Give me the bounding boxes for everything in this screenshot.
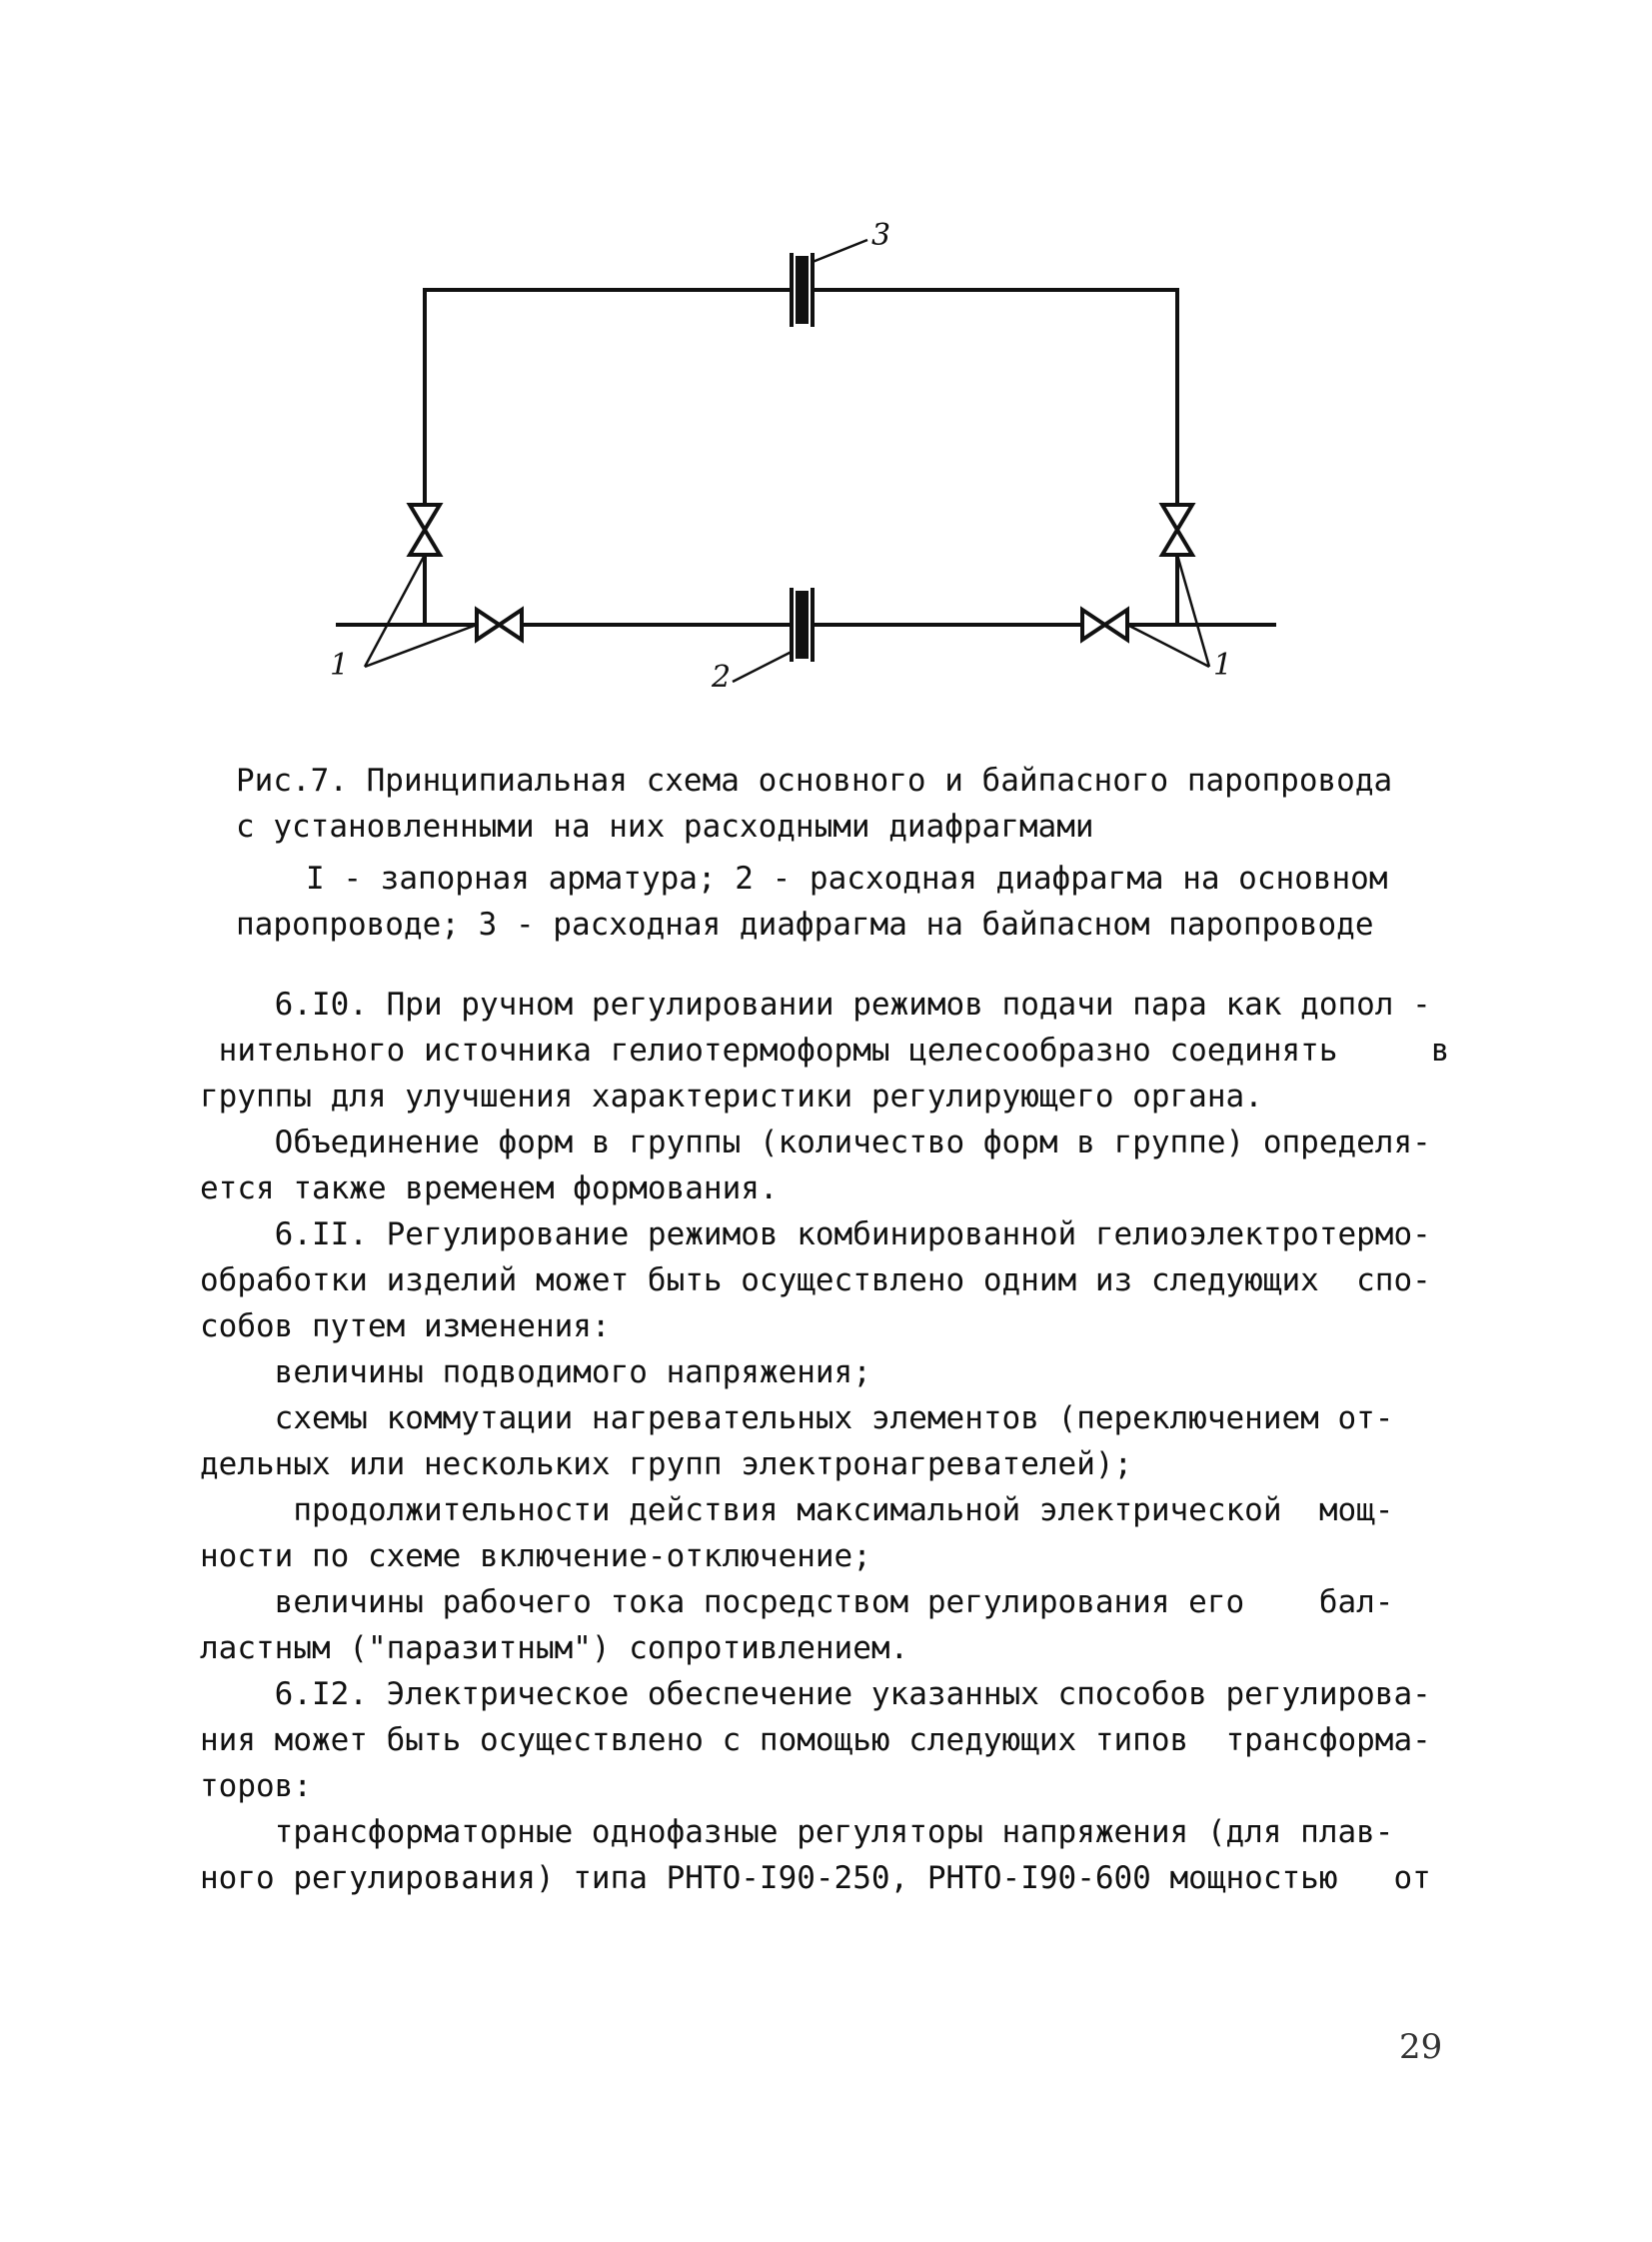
label-main-diaphragm: 2 bbox=[712, 660, 732, 695]
text-line: группы для улучшения характеристики регулирующего органа. bbox=[200, 1079, 1263, 1115]
main-diaphragm-icon bbox=[792, 588, 813, 662]
text-line: ластным ("паразитным") сопротивлением. bbox=[200, 1630, 909, 1666]
page-number: 29 bbox=[1399, 2027, 1443, 2067]
schematic-drawing bbox=[0, 0, 1652, 740]
text-line: Объединение форм в группы (количество форм в группе) определя- bbox=[200, 1124, 1431, 1160]
valve-icon bbox=[1082, 610, 1127, 640]
text-line: ния может быть осуществлено с помощью следующих типов трансформа- bbox=[200, 1722, 1431, 1758]
label-shutoff-valve-left: 1 bbox=[330, 648, 350, 683]
text-line: торов: bbox=[200, 1768, 312, 1804]
body-text bbox=[200, 982, 1469, 1901]
caption-legend-line: паропроводе; 3 - расходная диафрагма на байпасном паропроводе bbox=[236, 907, 1374, 943]
bypass-diaphragm-icon bbox=[792, 253, 813, 327]
text-line: ется также временем формования. bbox=[200, 1170, 779, 1206]
text-line: трансформаторные однофазные регуляторы напряжения (для плав- bbox=[200, 1814, 1394, 1850]
text-line: продолжительности действия максимальной электрической мощ- bbox=[200, 1492, 1394, 1528]
text-line: схемы коммутации нагревательных элементов (переключением от- bbox=[200, 1400, 1394, 1436]
valve-icon bbox=[477, 610, 522, 640]
label-shutoff-valve-right: 1 bbox=[1213, 648, 1233, 683]
text-line: 6.I2. Электрическое обеспечение указанных способов регулирова- bbox=[200, 1676, 1431, 1712]
caption-legend-line: I - запорная арматура; 2 - расходная диафрагма на основном bbox=[306, 861, 1388, 897]
text-line: ного регулирования) типа РНТО-I90-250, РНТО-I90-600 мощностью от bbox=[200, 1860, 1431, 1896]
caption-title-line: Рис.7. Принципиальная схема основного и байпасного паропровода bbox=[236, 763, 1393, 799]
text-line: нительного источника гелиотермоформы целесообразно соединять в bbox=[200, 1033, 1450, 1069]
text-line: величины рабочего тока посредством регулирования его бал- bbox=[200, 1584, 1394, 1620]
text-line: 6.I0. При ручном регулировании режимов подачи пара как допол - bbox=[200, 987, 1431, 1023]
text-line: 6.II. Регулирование режимов комбинированной гелиоэлектротермо- bbox=[200, 1216, 1431, 1252]
pipeline-schematic bbox=[0, 0, 1652, 740]
text-line: собов путем изменения: bbox=[200, 1308, 611, 1344]
text-line: величины подводимого напряжения; bbox=[200, 1354, 871, 1390]
figure-caption bbox=[236, 758, 1465, 948]
text-line: обработки изделий может быть осуществлено одним из следующих спо- bbox=[200, 1262, 1431, 1298]
text-line: дельных или нескольких групп электронагревателей); bbox=[200, 1446, 1133, 1482]
label-bypass-diaphragm: 3 bbox=[871, 218, 891, 253]
text-line: ности по схеме включение-отключение; bbox=[200, 1538, 871, 1574]
caption-title-line: с установленными на них расходными диафрагмами bbox=[236, 809, 1094, 845]
valve-icon bbox=[410, 505, 440, 555]
valve-icon bbox=[1162, 505, 1192, 555]
